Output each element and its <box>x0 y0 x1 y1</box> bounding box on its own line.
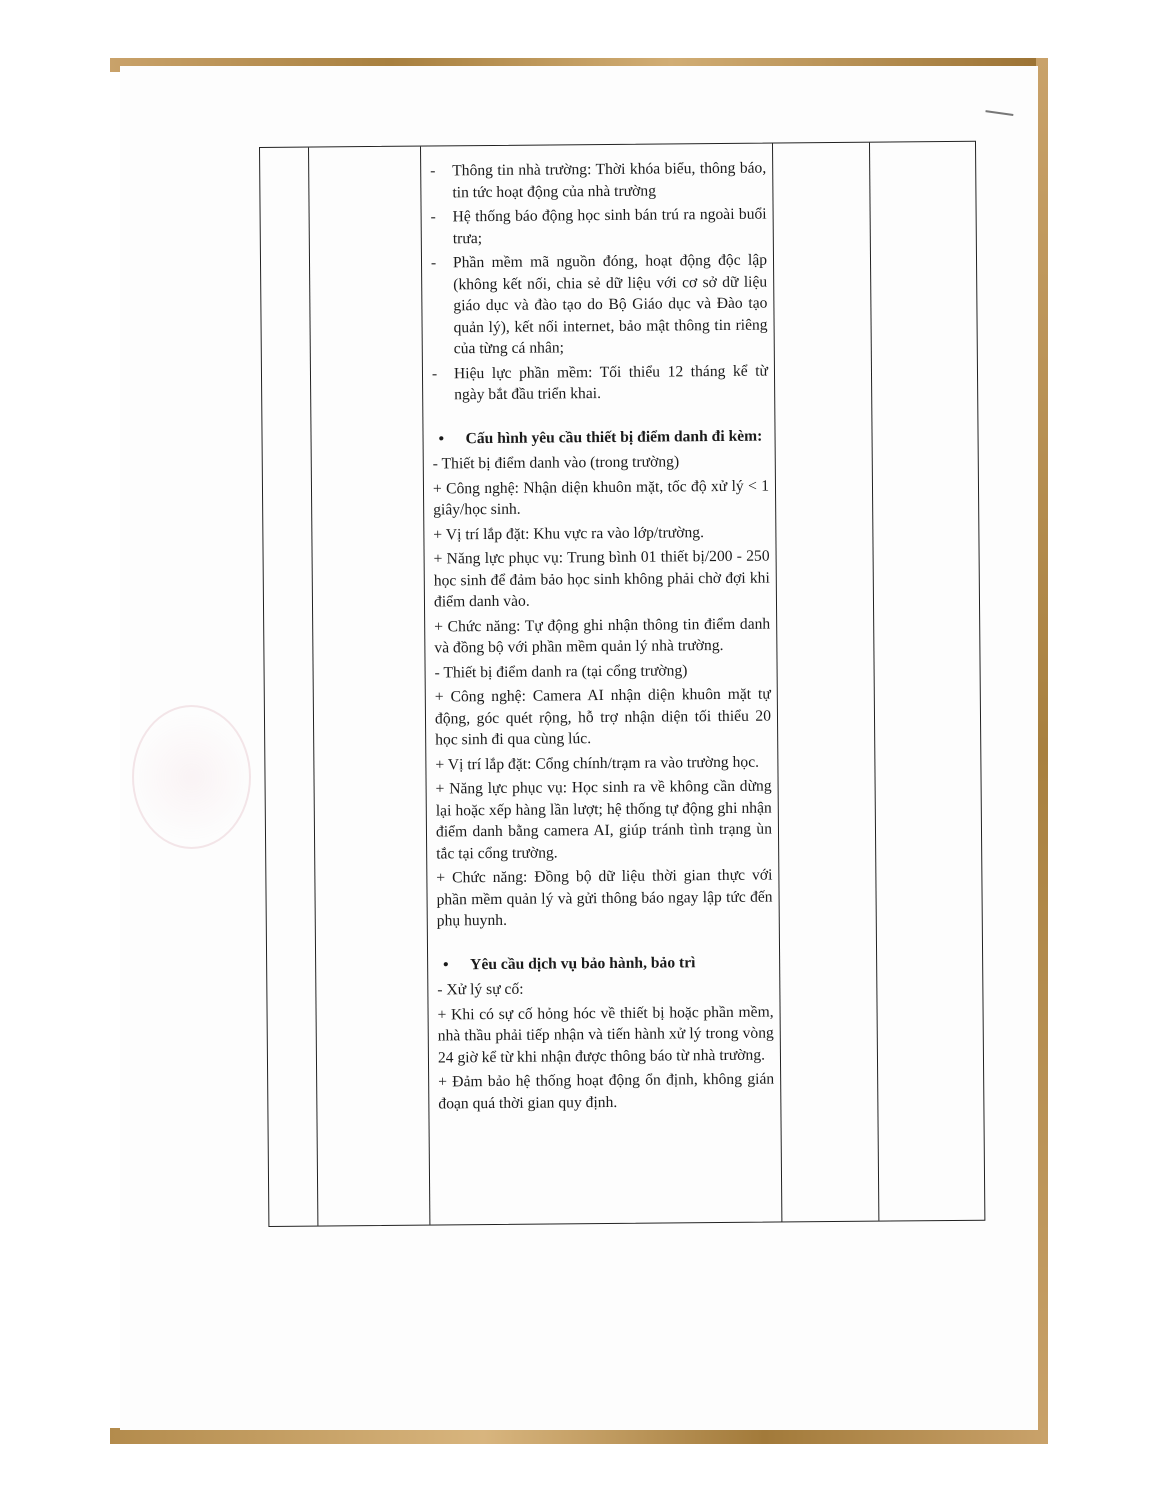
service-line: - Xử lý sự cố: <box>437 980 524 999</box>
device-line: + Công nghệ: Camera AI nhận diện khuôn mặt tự động, góc quét rộng, hỗ trợ nhận diện tối thiểu 20 học sinh đi qua cùng lúc. <box>434 685 772 749</box>
list-item: - Thông tin nhà trường: Thời khóa biểu, thông báo, tin tức hoạt động của nhà trường <box>430 158 766 204</box>
column-divider <box>420 147 430 1225</box>
device-section-heading: • Cấu hình yêu cầu thiết bị điểm danh đi kèm: <box>432 425 768 449</box>
list-item-text: Thông tin nhà trường: Thời khóa biểu, thông báo, tin tức hoạt động của nhà trường <box>452 159 767 201</box>
service-line: + Khi có sự cố hỏng hóc về thiết bị hoặc phần mềm, nhà thầu phải tiếp nhận và tiến hành xử lý trong vòng 24 giờ kể từ khi nhận được thông báo từ nhà trường. <box>437 1003 774 1066</box>
bullet-icon: • <box>443 955 449 973</box>
device-line: + Vị trí lắp đặt: Cổng chính/trạm ra vào trường học. <box>435 753 760 773</box>
list-item-text: Hệ thống báo động học sinh bán trú ra ngoài buổi trưa; <box>452 205 767 247</box>
device-line: - Thiết bị điểm danh vào (trong trường) <box>432 453 680 473</box>
bullet-icon: • <box>438 429 445 447</box>
service-section-heading: • Yêu cầu dịch vụ bảo hành, bảo trì <box>437 951 773 975</box>
device-line: - Thiết bị điểm danh ra (tại cổng trường) <box>434 661 688 681</box>
column-divider <box>869 143 879 1221</box>
requirements-table <box>259 141 985 1227</box>
list-item: - Phần mềm mã nguồn đóng, hoạt động độc lập (không kết nối, chia sẻ dữ liệu với cơ sở dữ liệu giáo dục và đào tạo do Bộ Giáo dục và Đào tạo quản lý), kết nối internet, bảo mật thông tin riêng của từng cá nhân; <box>431 250 768 360</box>
service-line: + Đảm bảo hệ thống hoạt động ổn định, không gián đoạn quá thời gian quy định. <box>438 1070 775 1112</box>
list-item-text: Phần mềm mã nguồn đóng, hoạt động độc lập (không kết nối, chia sẻ dữ liệu với cơ sở dữ liệu giáo dục và đào tạo do Bộ Giáo dục và Đào tạo quản lý), kết nối internet, bảo mật thông tin riêng của từng cá nhân; <box>452 251 768 358</box>
device-line: + Năng lực phục vụ: Trung bình 01 thiết bị/200 - 250 học sinh để đảm bảo học sinh không phải chờ đợi khi điểm danh vào. <box>433 547 770 611</box>
device-line: + Chức năng: Đồng bộ dữ liệu thời gian thực với phần mềm quản lý và gửi thông báo ngay lập tức đến phụ huynh. <box>436 866 773 930</box>
faded-stamp <box>132 705 251 849</box>
list-item-text: Hiệu lực phần mềm: Tối thiểu 12 tháng kể từ ngày bắt đầu triển khai. <box>453 362 769 404</box>
device-line: + Vị trí lắp đặt: Khu vực ra vào lớp/trường. <box>433 523 705 543</box>
column-divider <box>308 148 318 1226</box>
requirements-cell <box>430 158 774 1118</box>
device-line: + Chức năng: Tự động ghi nhận thông tin điểm danh và đồng bộ với phần mềm quản lý nhà trường. <box>434 615 771 657</box>
device-line: + Công nghệ: Nhận diện khuôn mặt, tốc độ xử lý < 1 giây/học sinh. <box>432 477 770 519</box>
desk-edge-bottom <box>110 1428 1045 1444</box>
list-item: - Hệ thống báo động học sinh bán trú ra ngoài buổi trưa; <box>431 204 767 250</box>
device-line: + Năng lực phục vụ: Học sinh ra về không cần dừng lại hoặc xếp hàng lần lượt; hệ thống tự động ghi nhận điểm danh bằng camera AI, giúp tránh tình trạng ùn tắc tại cổng trường. <box>435 777 773 862</box>
list-item: - Hiệu lực phần mềm: Tối thiểu 12 tháng kể từ ngày bắt đầu triển khai. <box>432 360 768 406</box>
